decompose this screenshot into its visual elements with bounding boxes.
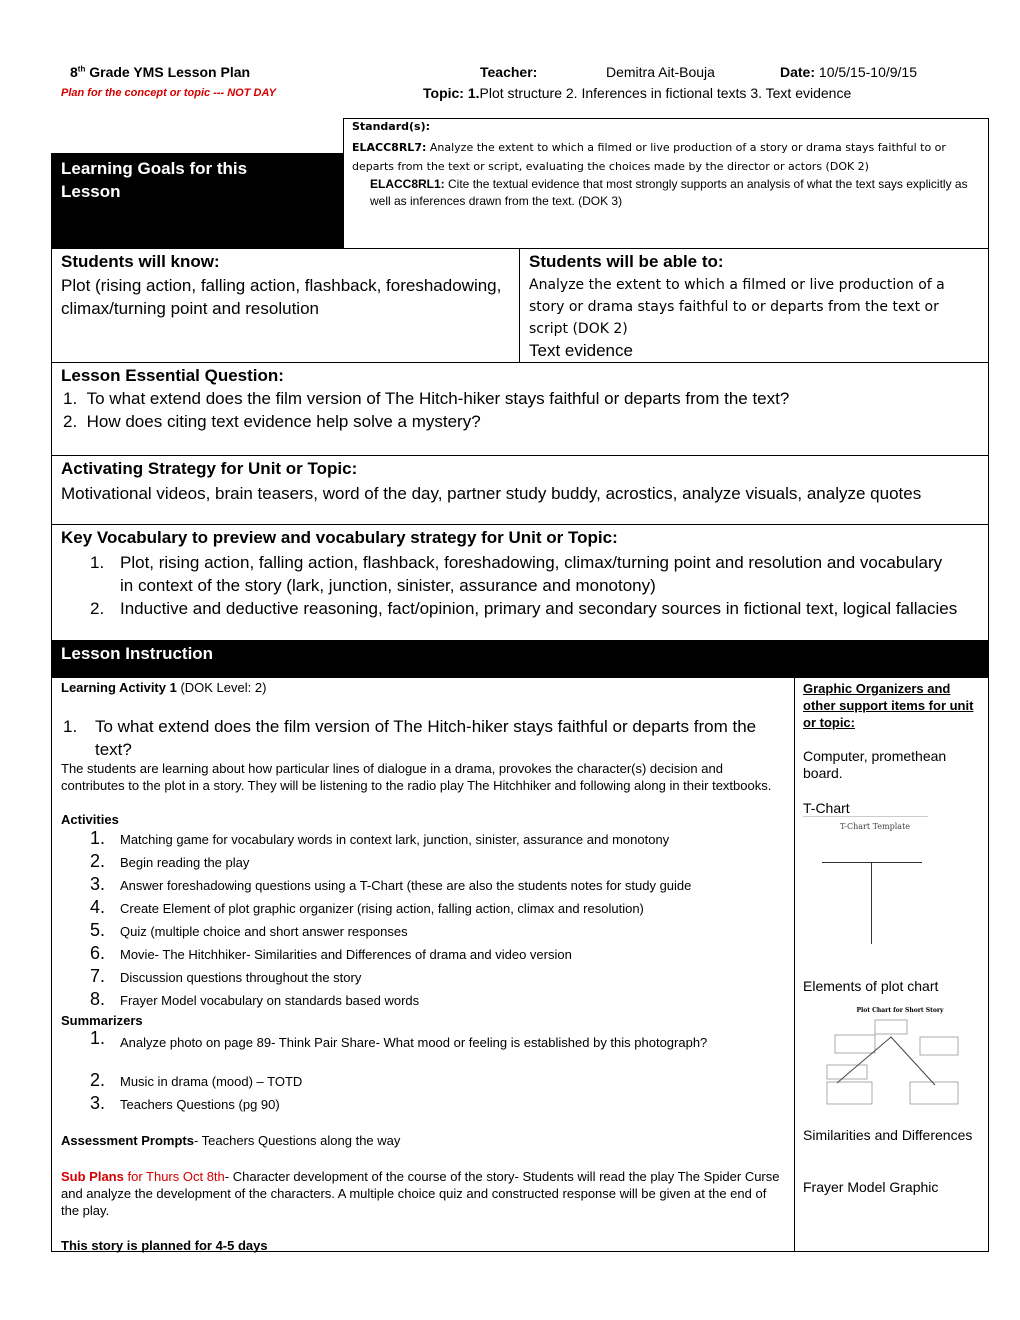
teacher-name: Demitra Ait-Bouja bbox=[606, 64, 715, 80]
assessment-prompts: Assessment Prompts- Teachers Questions along the way bbox=[61, 1133, 401, 1148]
activating-text: Motivational videos, brain teasers, word of the day, partner study buddy, acrostics, analyze visuals, analyze quotes bbox=[61, 484, 922, 503]
sub-plans: Sub Plans for Thurs Oct 8th- Character development of the course of the story- Students will read the play The Spider Curse and analyze the development of the characters. A multiple choice quiz and constructed response will be given at the end of the play. bbox=[61, 1169, 780, 1218]
plot-thumbnail-title: Plot Chart for Short Story bbox=[856, 1007, 944, 1014]
list-item: 1. Matching game for vocabulary words in context lark, junction, sinister, assurance and monotony bbox=[90, 828, 670, 848]
lesson-instruction-bar bbox=[51, 640, 989, 678]
lesson-instruction-heading: Lesson Instruction bbox=[61, 644, 214, 663]
able-heading: Students will be able to: bbox=[529, 252, 724, 271]
activating-heading: Activating Strategy for Unit or Topic: bbox=[61, 459, 358, 478]
list-item: 3. Answer foreshadowing questions using a T-Chart (these are also the students notes for study guide bbox=[90, 874, 692, 894]
summarizers-list bbox=[60, 1028, 790, 1120]
sidebar-item-similarities: Similarities and Differences bbox=[803, 1127, 973, 1143]
list-item: 4. Create Element of plot graphic organizer (rising action, falling action, climax and resolution) bbox=[90, 897, 644, 917]
essential-heading: Lesson Essential Question: bbox=[61, 366, 284, 385]
list-item: 8. Frayer Model vocabulary on standards based words bbox=[90, 989, 420, 1009]
teacher-label: Teacher: bbox=[480, 64, 538, 80]
plot-chart-thumbnail bbox=[825, 1015, 960, 1110]
standard-rl1: ELACC8RL1: Cite the textual evidence that most strongly supports an analysis of what the text says explicitly as well as inferences drawn from the text. (DOK 3) bbox=[370, 177, 968, 208]
essential-q1: 1. To what extend does the film version of The Hitch-hiker stays faithful or departs from the text? bbox=[63, 389, 790, 408]
list-item: 5. Quiz (multiple choice and short answer responses bbox=[90, 920, 408, 940]
know-text: Plot (rising action, falling action, flashback, foreshadowing, climax/turning point and resolution bbox=[61, 276, 502, 318]
sidebar-item-plot-chart: Elements of plot chart bbox=[803, 978, 939, 994]
learning-goals-heading: Learning Goals for this Lesson bbox=[61, 159, 248, 201]
list-item: 1. Analyze photo on page 89- Think Pair Share- What mood or feeling is established by this photograph? bbox=[90, 1028, 708, 1050]
lesson-plan-title: 8th Grade YMS Lesson Plan bbox=[70, 64, 251, 80]
able-text: Analyze the extent to which a filmed or live production of a story or drama stays faithful to or departs from the text or script (DOK 2) bbox=[529, 277, 945, 337]
tchart-thumbnail bbox=[822, 862, 922, 863]
list-item: 2. Begin reading the play bbox=[90, 851, 250, 871]
vocab-heading: Key Vocabulary to preview and vocabulary strategy for Unit or Topic: bbox=[61, 528, 618, 547]
able-text-evidence: Text evidence bbox=[529, 341, 633, 360]
essential-q2: 2. How does citing text evidence help solve a mystery? bbox=[63, 412, 481, 431]
tchart-thumbnail-title: T-Chart Template bbox=[839, 822, 911, 831]
activity-title: Learning Activity 1 (DOK Level: 2) bbox=[61, 680, 267, 695]
date-field: Date: 10/5/15-10/9/15 bbox=[780, 64, 917, 80]
activity-description: The students are learning about how particular lines of dialogue in a drama, provokes the character(s) decision and contributes to the plot in a story. They will be listening to the radio play The Hitchhiker and following along in their textbooks. bbox=[61, 761, 772, 793]
plan-note: Plan for the concept or topic --- NOT DAY bbox=[61, 87, 276, 99]
sidebar-item-frayer: Frayer Model Graphic bbox=[803, 1179, 939, 1195]
standards-label: Standard(s): bbox=[352, 120, 431, 133]
standard-rl7: ELACC8RL7: Analyze the extent to which a filmed or live production of a story or drama stays faithful to or departs from the text or script, evaluating the choices made by the director or actors (DOK 2) bbox=[352, 141, 946, 173]
activities-list bbox=[60, 828, 790, 1016]
list-item: 3. Teachers Questions (pg 90) bbox=[90, 1093, 280, 1113]
list-item: 2. Music in drama (mood) – TOTD bbox=[90, 1070, 303, 1090]
sidebar-heading: Graphic Organizers and other support items for unit or topic: bbox=[803, 681, 974, 730]
vocab-item-2: 2. Inductive and deductive reasoning, fact/opinion, primary and secondary sources in fictional text, logical fallacies bbox=[90, 599, 958, 618]
sidebar-item-tchart: T-Chart bbox=[803, 800, 850, 816]
learning-goals-header bbox=[51, 153, 344, 248]
activities-label: Activities bbox=[61, 812, 119, 827]
topic-line: Topic: 1.Plot structure 2. Inferences in fictional texts 3. Text evidence bbox=[423, 85, 852, 101]
list-item: 7. Discussion questions throughout the story bbox=[90, 966, 362, 986]
know-heading: Students will know: bbox=[61, 252, 220, 271]
summarizers-label: Summarizers bbox=[61, 1013, 143, 1028]
list-item: 6. Movie- The Hitchhiker- Similarities and Differences of drama and video version bbox=[90, 943, 572, 963]
sidebar-item-computer: Computer, promethean board. bbox=[803, 748, 947, 781]
vocab-item-1: 1. Plot, rising action, falling action, flashback, foreshadowing, climax/turning point and resolution and vocabulary in context of the story (lark, junction, sinister, assurance and monotony) bbox=[90, 553, 943, 595]
activity-question: 1. To what extend does the film version of The Hitch-hiker stays faithful or departs from the text? bbox=[63, 717, 757, 759]
planned-days: This story is planned for 4-5 days bbox=[61, 1238, 268, 1253]
